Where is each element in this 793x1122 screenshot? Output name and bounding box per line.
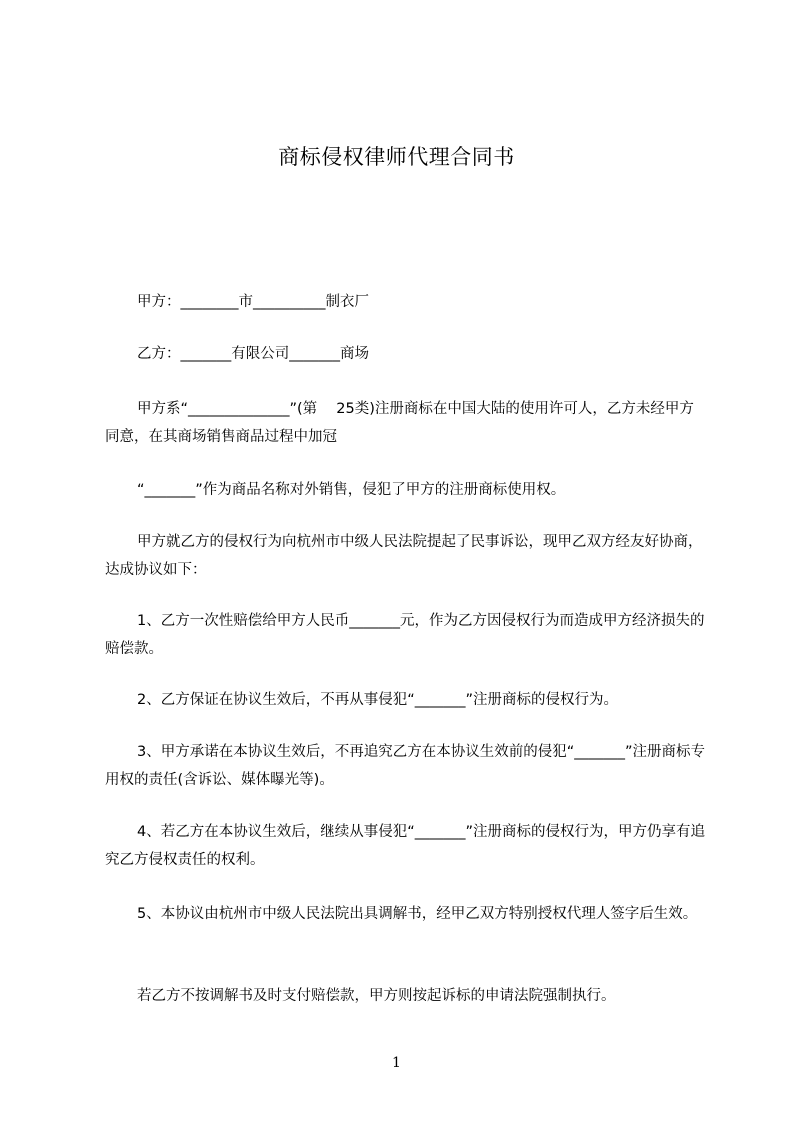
negotiation-paragraph: 甲方就乙方的侵权行为向杭州市中级人民法院提起了民事诉讼，现甲乙双方经友好协商，达成协议如下： bbox=[105, 534, 703, 578]
party-b-line: 乙方：_______有限公司_______商场 bbox=[137, 346, 369, 362]
clause-4: 4、若乙方在本协议生效后，继续从事侵犯“_______”注册商标的侵权行为，甲方仍享有追究乙方侵权责任的权利。 bbox=[105, 824, 705, 868]
enforcement-paragraph: 若乙方不按调解书及时支付赔偿款，甲方则按起诉标的申请法院强制执行。 bbox=[137, 988, 616, 1004]
clause-2: 2、乙方保证在协议生效后，不再从事侵犯“_______”注册商标的侵权行为。 bbox=[137, 692, 618, 708]
party-a-line: 甲方：________市__________制衣厂 bbox=[137, 294, 369, 310]
document-title: 商标侵权律师代理合同书 bbox=[278, 145, 515, 169]
clause-1: 1、乙方一次性赔偿给甲方人民币_______元，作为乙方因侵权行为而造成甲方经济损失的赔偿款。 bbox=[105, 613, 705, 657]
clause-5: 5、本协议由杭州市中级人民法院出具调解书，经甲乙双方特别授权代理人签字后生效。 bbox=[137, 906, 698, 922]
clause-3: 3、甲方承诺在本协议生效后，不再追究乙方在本协议生效前的侵犯“_______”注册商标专用权的责任(含诉讼、媒体曝光等)。 bbox=[105, 744, 705, 788]
background-continuation: “_______”作为商品名称对外销售，侵犯了甲方的注册商标使用权。 bbox=[137, 482, 566, 498]
background-paragraph: 甲方系“______________”(第 25类)注册商标在中国大陆的使用许可人，乙方未经甲方同意，在其商场销售商品过程中加冠 bbox=[105, 401, 694, 445]
page-number: 1 bbox=[392, 1055, 401, 1071]
